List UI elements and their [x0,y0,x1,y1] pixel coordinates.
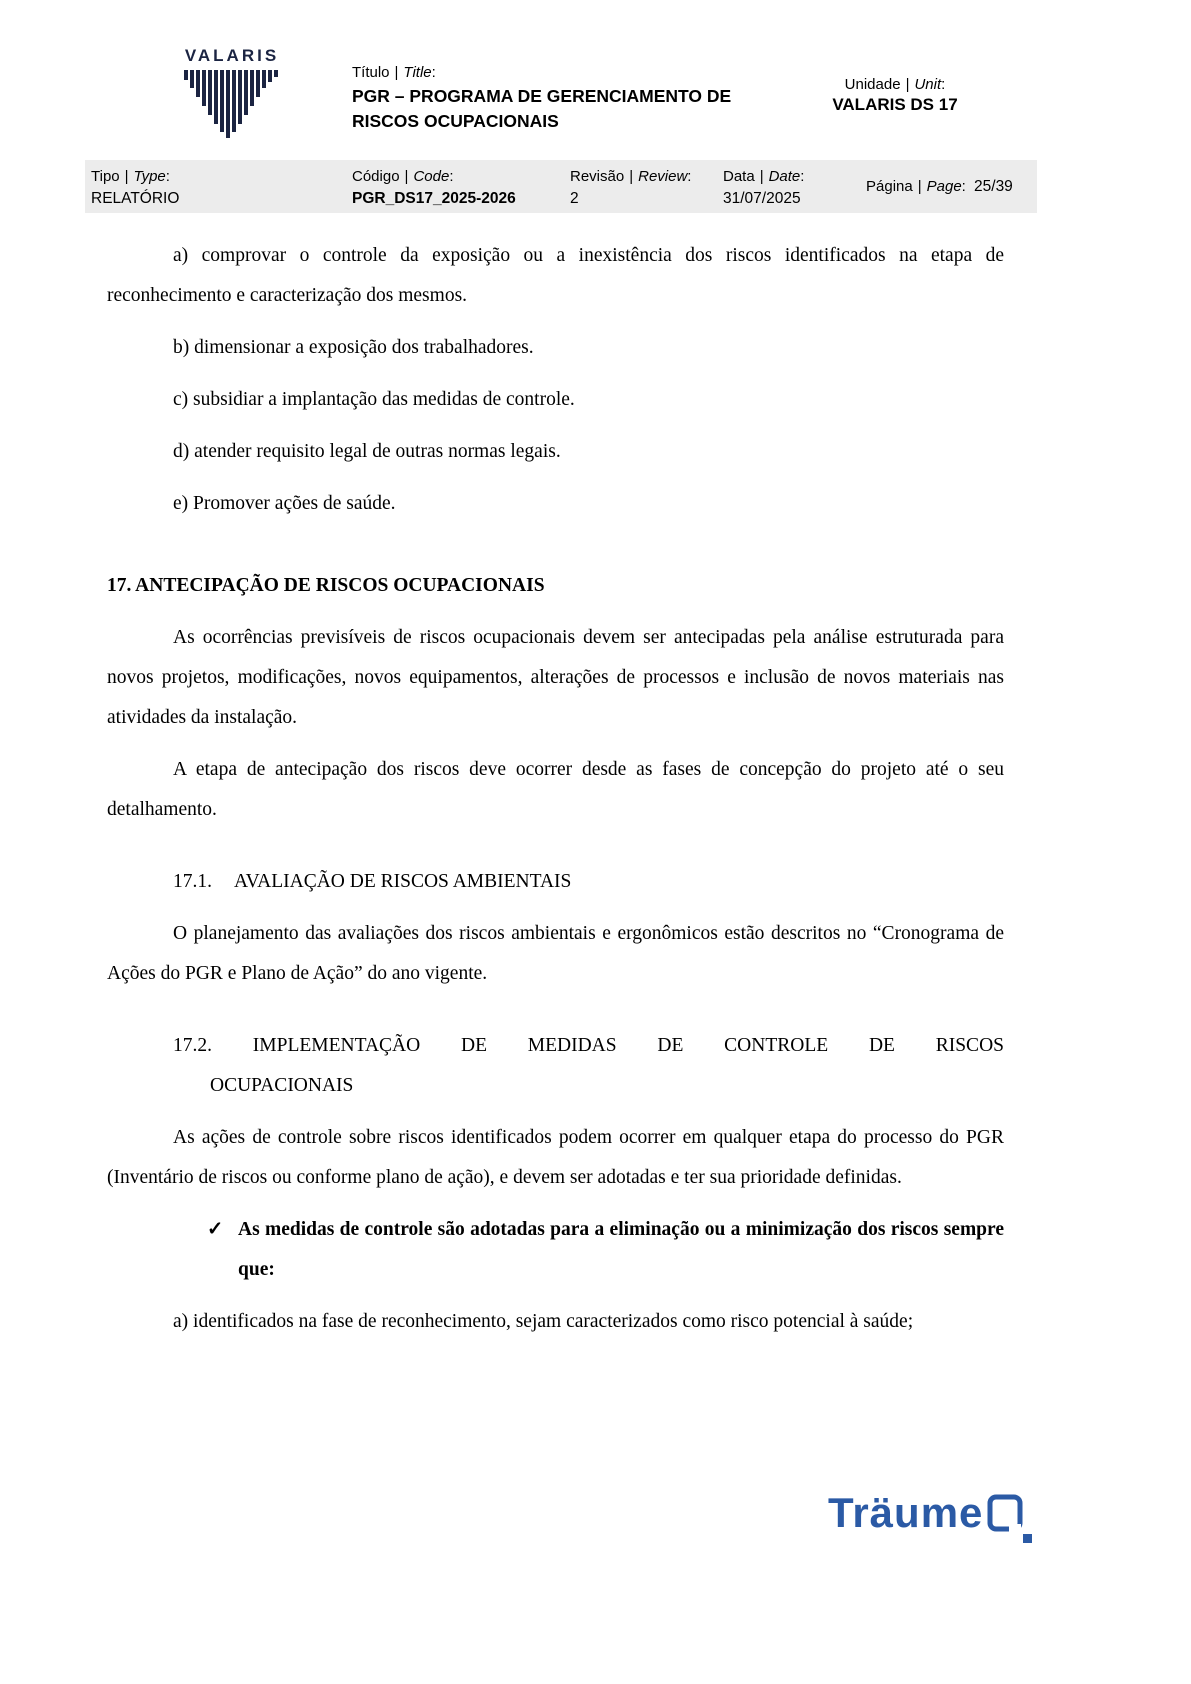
section-17-paragraph-2: A etapa de antecipação dos riscos deve ocorrer desde as fases de concepção do projeto até o seu detalhamento. [107,759,1004,820]
section-17-paragraph-1: As ocorrências previsíveis de riscos ocupacionais devem ser antecipadas pela análise estruturada para novos projetos, modificações, novos equipamentos, alterações de processos e inclusão de novos materiais nas atividades da instalação. [107,627,1004,728]
unit-value: VALARIS DS 17 [832,95,958,114]
section-17-2-heading-line-1: 17.2. IMPLEMENTAÇÃO DE MEDIDAS DE CONTROLE DE RISCOS [173,1035,1004,1056]
meta-revision-value: 2 [570,189,579,207]
list-item-d: d) atender requisito legal de outras normas legais. [173,441,561,462]
section-17-1-title: AVALIAÇÃO DE RISCOS AMBIENTAIS [234,871,572,892]
list-item-c: c) subsidiar a implantação das medidas de controle. [173,389,575,410]
traume-logo-icon [987,1494,1035,1546]
document-body [107,236,1004,1354]
valaris-logo-bars-icon [184,70,280,140]
meta-page-label: Página | Page: [866,177,966,195]
meta-page-value: 25/39 [974,177,1013,195]
document-meta-bar [85,160,1037,213]
checkmark-icon: ✓ [207,1219,224,1240]
meta-code-value: PGR_DS17_2025-2026 [352,189,516,207]
valaris-logo-text: VALARIS [184,46,280,65]
section-17-1-paragraph-1: O planejamento das avaliações dos riscos ambientais e ergonômicos estão descritos no “Cronograma de Ações do PGR e Plano de Ação” do ano vigente. [107,923,1004,984]
section-17-2-heading-line-2: OCUPACIONAIS [210,1075,354,1096]
meta-date-value: 31/07/2025 [723,189,801,207]
document-title-label: Título | Title: [352,64,436,81]
meta-code-label: Código | Code: [352,168,454,185]
meta-date [723,166,804,210]
unit-block [790,76,1000,115]
meta-revision [570,166,691,210]
meta-page [866,175,1013,197]
list-item-b: b) dimensionar a exposição dos trabalhadores. [173,337,534,358]
meta-code [352,166,516,210]
section-17-2-paragraph-2: a) identificados na fase de reconhecimento, sejam caracterizados como risco potencial à saúde; [173,1311,914,1332]
control-measures-bullet [207,1210,1004,1290]
document-title: PGR – PROGRAMA DE GERENCIAMENTO DE RISCOS OCUPACIONAIS [352,86,732,131]
section-17-1-number: 17.1. [173,871,212,892]
meta-type-label: Tipo | Type: [91,168,170,185]
valaris-logo [172,46,292,140]
section-17-2-paragraph-1: As ações de controle sobre riscos identificados podem ocorrer em qualquer etapa do processo do PGR (Inventário de riscos ou conforme plano de ação), e devem ser adotadas e ter sua prioridade definidas. [107,1127,1004,1188]
meta-type-value: RELATÓRIO [91,189,180,207]
meta-type [91,166,179,210]
document-title-block [352,64,792,133]
section-17-1-heading [173,862,1004,902]
traume-logo [828,1490,1035,1546]
unit-label: Unidade | Unit: [844,76,946,93]
section-17-heading: 17. ANTECIPAÇÃO DE RISCOS OCUPACIONAIS [107,575,545,596]
list-item-a: a) comprovar o controle da exposição ou a inexistência dos riscos identificados na etapa de reconhecimento e caracterização dos mesmos. [107,245,1004,306]
section-17-2-heading [173,1026,1004,1106]
control-measures-bullet-text: As medidas de controle são adotadas para a eliminação ou a minimização dos riscos sempre que: [238,1219,1004,1280]
list-item-e: e) Promover ações de saúde. [173,493,396,514]
traume-logo-text: Träume [828,1489,984,1536]
meta-date-label: Data | Date: [723,168,805,185]
meta-revision-label: Revisão | Review: [570,168,692,185]
